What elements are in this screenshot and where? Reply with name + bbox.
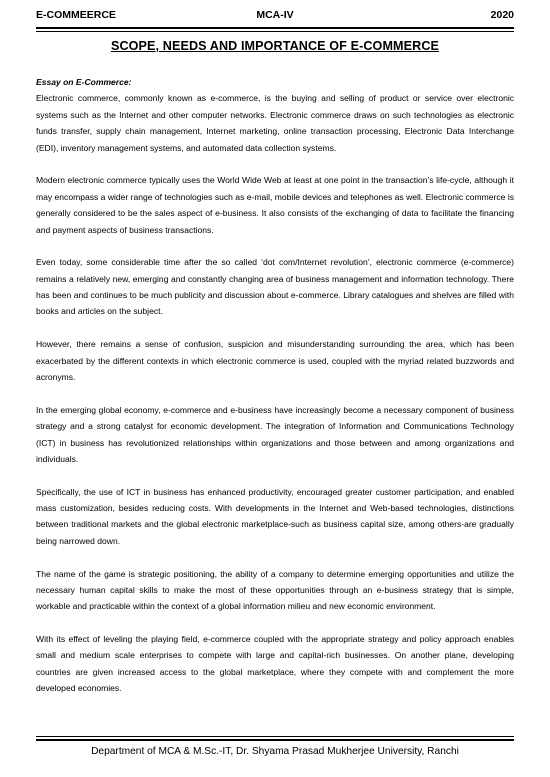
footer-divider <box>36 736 514 741</box>
paragraph-7: The name of the game is strategic positioning, the ability of a company to determine emerging opportunities and utilize the necessary human capital skills to make the most of these opportunities through an e-business strategy that is simple, workable and practicable within the context of a global information milieu and new economic environment. <box>36 568 514 612</box>
page-footer: Department of MCA & M.Sc.-IT, Dr. Shyama Prasad Mukherjee University, Ranchi <box>91 746 459 757</box>
header-year: 2020 <box>490 9 514 21</box>
paragraph-2: Modern electronic commerce typically uses the World Wide Web at least at one point in the transaction’s life-cycle, although it may encompass a wider range of technologies such as e-mail, mobile devices and telephones as well. Electronic commerce is generally considered to be the sales aspect of e-business. It also consists of the exchanging of data to facilitate the financing and payment aspects of business transactions. <box>36 175 514 235</box>
paragraph-4: However, there remains a sense of confusion, suspicion and misunderstanding surrounding the area, which has been exacerbated by the different contexts in which electronic commerce is used, coupled with the myriad related buzzwords and acronyms. <box>36 339 514 382</box>
paragraph-3: Even today, some considerable time after the so called ‘dot com/Internet revolution’, electronic commerce (e-commerce) remains a relatively new, emerging and constantly changing area of business management and information technology. There has been and continues to be much publicity and discussion about e-commerce. Library catalogues and shelves are filled with books and articles on the subject. <box>36 257 514 317</box>
page-title: SCOPE, NEEDS AND IMPORTANCE OF E-COMMERCE <box>110 39 440 53</box>
paragraph-1: Electronic commerce, commonly known as e-commerce, is the buying and selling of product or service over electronic systems such as the Internet and other computer networks. Electronic commerce draws on such technologies as electronic funds transfer, supply chain management, Internet marketing, online transaction processing, Electronic Data Interchange (EDI), inventory management systems, and automated data collection systems. <box>36 93 514 153</box>
paragraph-8: With its effect of leveling the playing field, e-commerce coupled with the appropriate strategy and policy approach enables small and medium scale enterprises to compete with large and capital-rich businesses. On another plane, developing countries are given increased access to the global marketplace, where they compete with and complement the more developed economies. <box>36 634 514 694</box>
header-divider <box>36 27 514 32</box>
header-program: MCA-IV <box>256 9 294 21</box>
header-course: E-COMMEERCE <box>36 9 116 21</box>
essay-body <box>36 74 514 713</box>
essay-subheading: Essay on E-Commerce: <box>36 77 132 87</box>
paragraph-6: Specifically, the use of ICT in business has enhanced productivity, encouraged greater customer participation, and enabled mass customization, besides reducing costs. With developments in the Internet and Web-based technologies, distinctions between traditional markets and the global electronic marketplace-such as business capital size, among others-are gradually being narrowed down. <box>36 486 514 546</box>
paragraph-5: In the emerging global economy, e-commerce and e-business have increasingly become a necessary component of business strategy and a strong catalyst for economic development. The integration of Information and Communications Technology (ICT) in business has revolutionized relationships within organizations and those between and among organizations and individuals. <box>36 404 514 464</box>
page-header <box>36 8 514 24</box>
